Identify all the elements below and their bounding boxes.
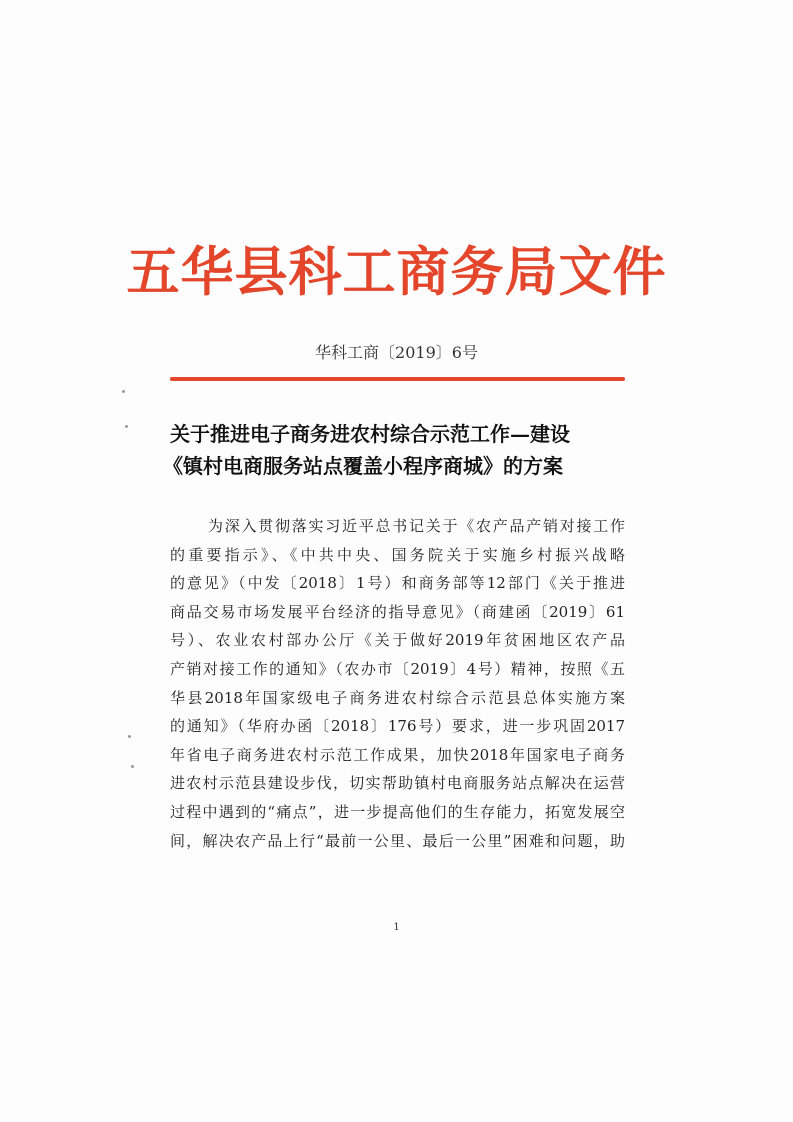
scan-speck [128,735,131,738]
document-title-line: 《镇村电商服务站点覆盖小程序商城》的方案 [163,454,563,478]
scan-speck [122,390,125,393]
document-title [163,418,630,482]
body-line: 过程中遇到的“痛点”，进一步提高他们的生存能力，拓宽发展空 [170,802,625,821]
red-separator-line [170,377,625,381]
document-number: 华科工商〔2019〕6号 [315,343,478,362]
body-line: 间，解决农产品上行“最前一公里、最后一公里”困难和问题，助 [170,831,625,850]
document-title-line: 关于推进电子商务进农村综合示范工作—建设 [170,422,570,446]
issuer-header-title: 五华县科工商务局文件 [126,241,667,303]
scan-speck [131,765,134,768]
scan-speck [125,425,128,428]
body-paragraph [170,512,625,855]
body-line: 的意见》（中发〔2018〕1号）和商务部等12部门《关于推进 [170,574,625,593]
body-line: 产销对接工作的通知》（农办市〔2019〕4号）精神，按照《五 [170,659,625,678]
body-line: 的通知》（华府办函〔2018〕176号）要求，进一步巩固2017 [170,717,625,736]
body-line: 年省电子商务进农村示范工作成果，加快2018年国家电子商务 [170,745,625,764]
body-line: 为深入贯彻落实习近平总书记关于《农产品产销对接工作 [208,517,625,535]
body-line: 商品交易市场发展平台经济的指导意见》（商建函〔2019〕61 [170,602,625,621]
body-line: 的重要指示》、《中共中央、国务院关于实施乡村振兴战略 [170,545,625,564]
page-number: 1 [393,922,400,933]
body-line: 华县2018年国家级电子商务进农村综合示范县总体实施方案 [170,688,625,707]
body-line: 进农村示范县建设步伐，切实帮助镇村电商服务站点解决在运营 [170,774,625,793]
body-line: 号）、农业农村部办公厅《关于做好2019年贫困地区农产品 [170,631,625,650]
